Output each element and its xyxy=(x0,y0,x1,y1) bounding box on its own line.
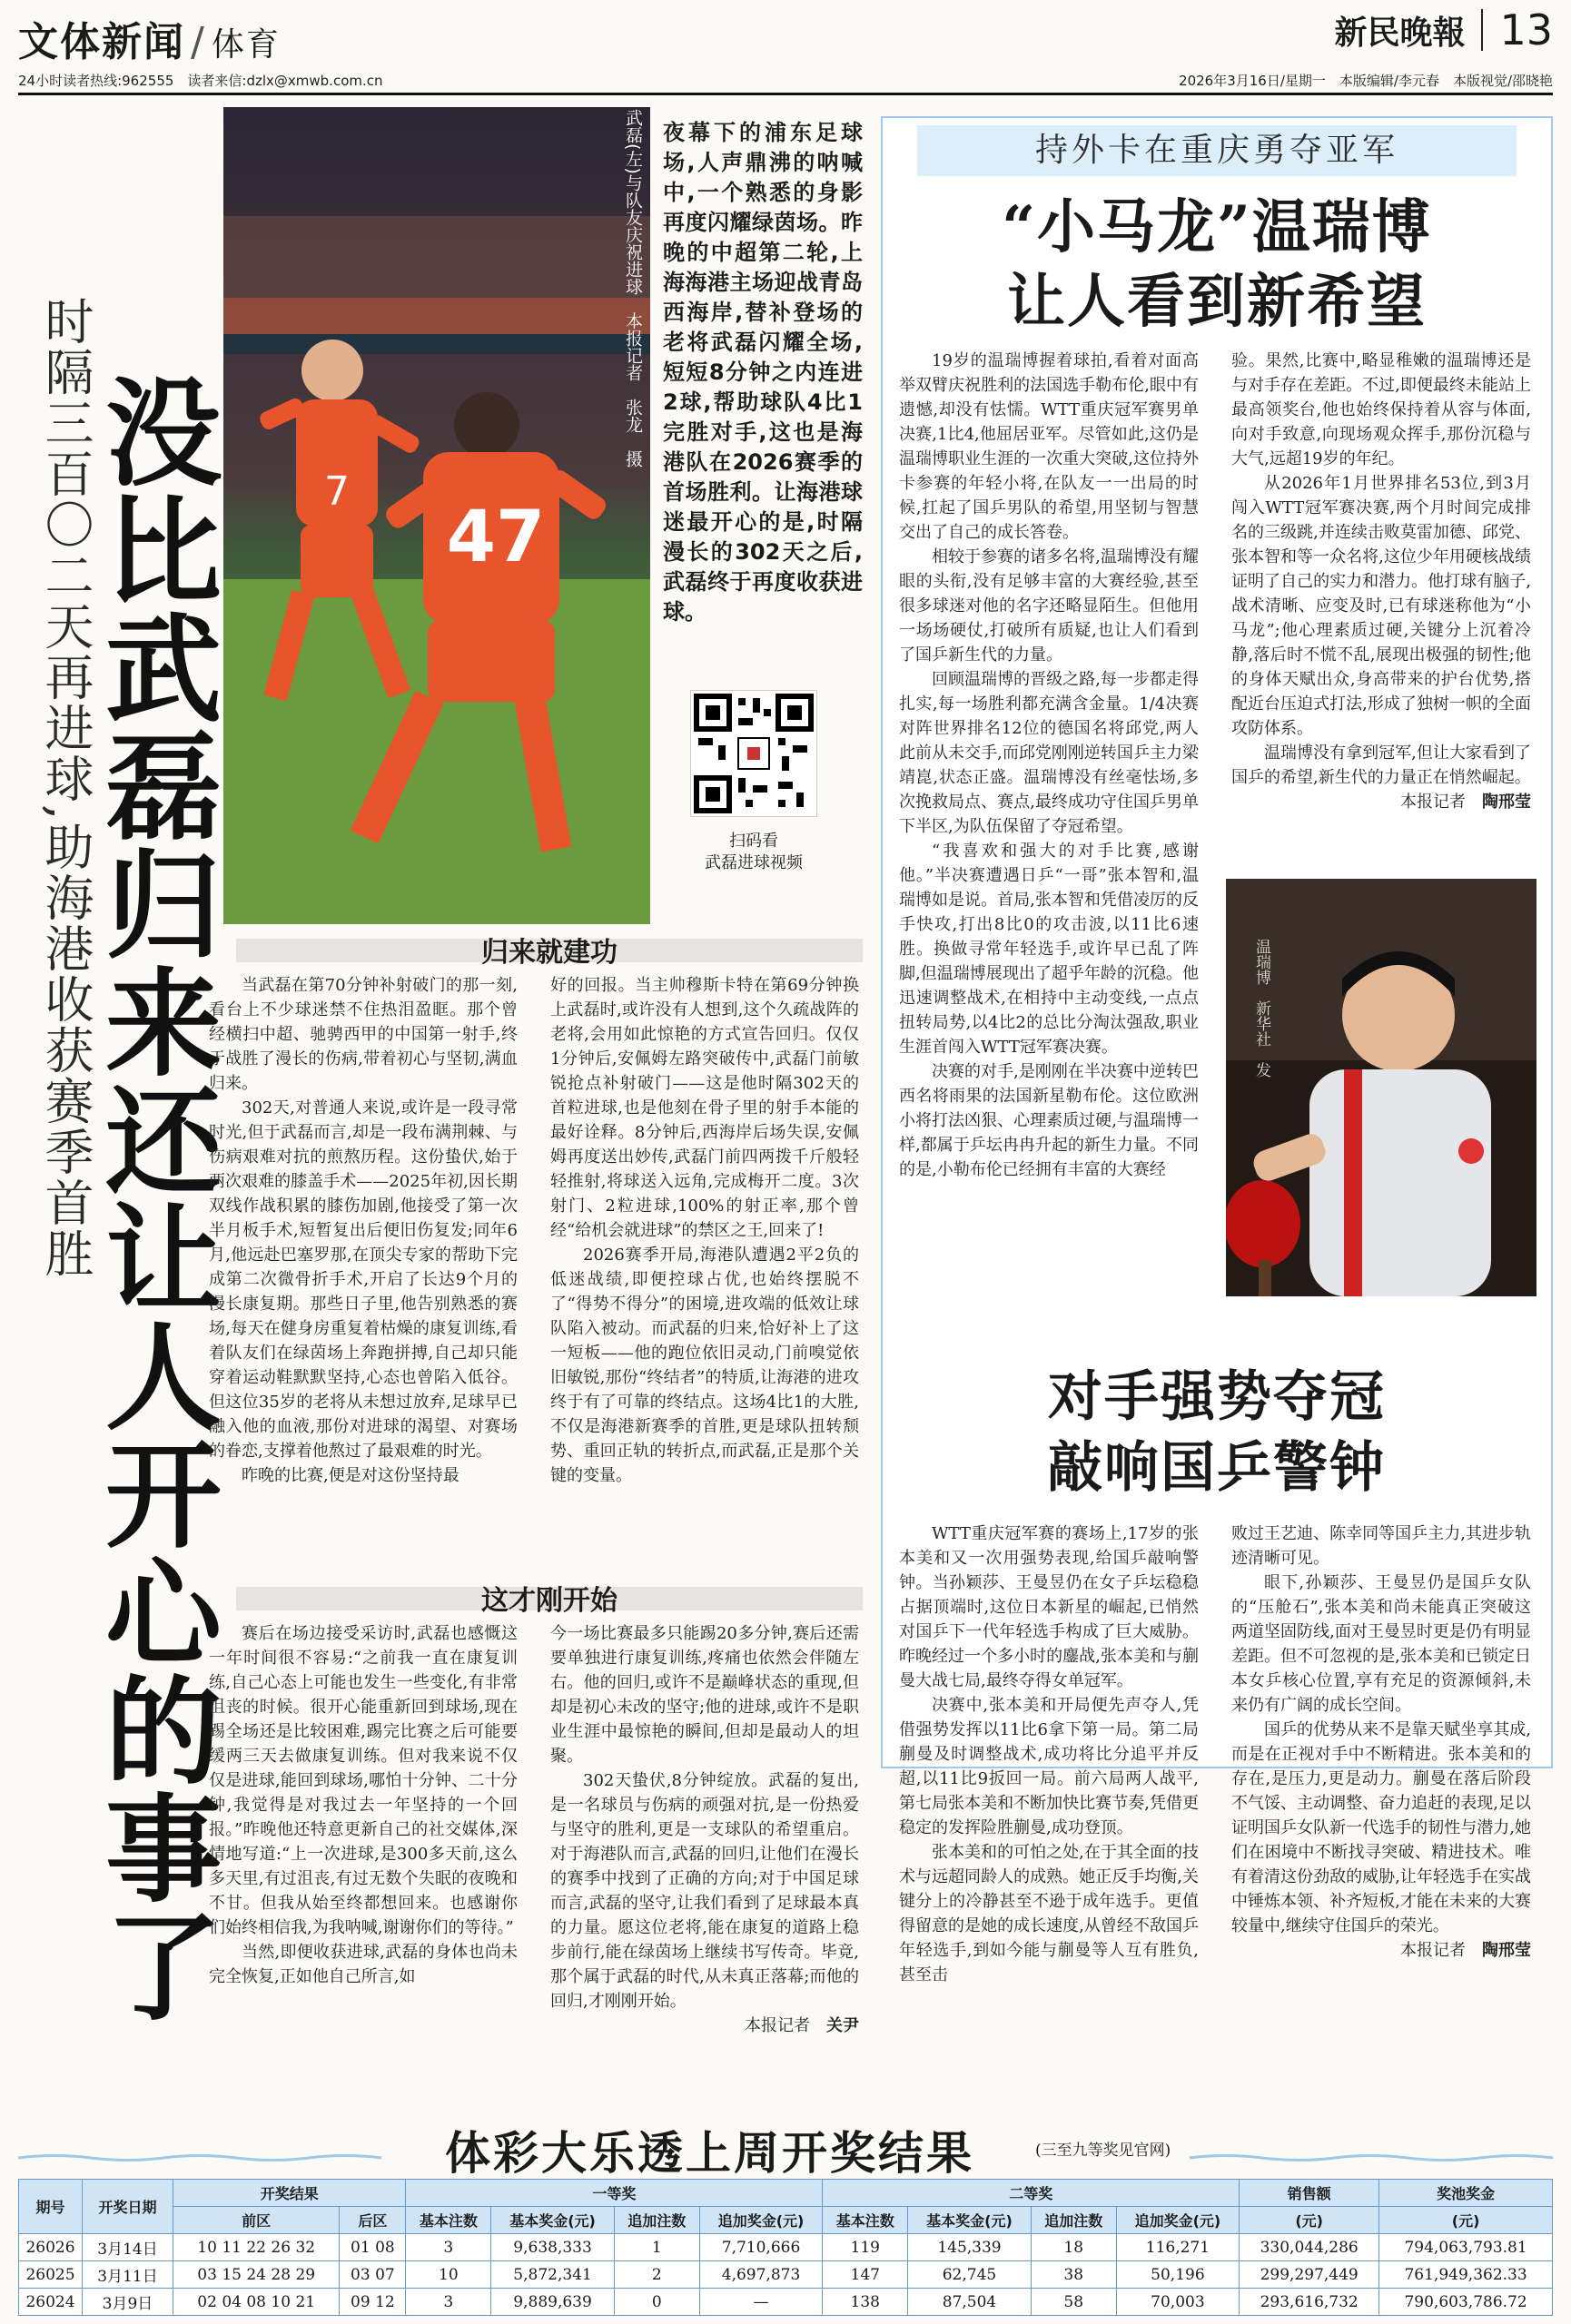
story2-colA xyxy=(899,349,1199,1182)
cell: 5,872,341 xyxy=(491,2261,615,2289)
cell: 87,504 xyxy=(908,2289,1032,2316)
cell: 01 08 xyxy=(340,2234,406,2261)
paragraph: 眼下,孙颖莎、王曼昱仍是国乒女队的“压舱石”,张本美和尚未能真正突破这两道坚固防线,面对王曼昱时更是仍有明显差距。但不可忽视的是,张本美和已锁定日本女乒核心位置,享有充足的资源倾斜,未来仍有广阔的成长空间。 xyxy=(1231,1573,1531,1715)
paragraph: 302天,对普通人来说,或许是一段寻常时光,但于武磊而言,却是一段布满荆棘、与伤病艰难对抗的煎熬历程。这份蛰伏,始于两次艰难的膝盖手术——2025年初,因长期双线作战积累的膝伤加剧,他接受了第一次半月板手术,短暂复出后便旧伤复发;同年6月,他远赴巴塞罗那,在顶尖专家的帮助下完成第二次微骨折手术,开启了长达9个月的漫长康复期。那些日子里,他告别熟悉的赛场,每天在健身房重复着枯燥的康复训练,看着队友们在绿茵场上奔跑拼搏,自己却只能穿着运动鞋默默坚持,心态也曾陷入低谷。但这位35岁的老将从未想过放弃,足球早已融入他的血液,那份对进球的渴望、对赛场的眷恋,支撑着他熬过了最艰难的时光。 xyxy=(209,1098,518,1461)
header-cell: 后区 xyxy=(340,2207,406,2234)
cell: 790,603,786.72 xyxy=(1379,2289,1553,2316)
byline-label: 本报记者 xyxy=(745,2016,810,2035)
page-number: 13 xyxy=(1499,5,1553,54)
cell: 18 xyxy=(1031,2234,1116,2261)
header-cell: 基本奖金(元) xyxy=(908,2207,1032,2234)
paper-logo: 新民晚報 xyxy=(1334,14,1466,52)
paragraph: 国乒的优势从来不是靠天赋坐享其成,而是在正视对手中不断精进。张本美和的存在,是压力,更是动力。蒯曼在落后阶段不气馁、主动调整、奋力追赶的表现,足以证明国乒女队新一代选手的韧性与潜力,她们在困境中不断找寻突破、精进技术。唯有着清这份劲敌的威胁,让年轻选手在实战中锤炼本领、补齐短板,才能在未来的大赛较量中,继续守住国乒的荣光。 xyxy=(1231,1720,1531,1935)
paragraph: 败过王艺迪、陈幸同等国乒主力,其进步轨迹清晰可见。 xyxy=(1231,1524,1531,1568)
header-cell: 销售额 xyxy=(1240,2180,1379,2207)
cell: 4,697,873 xyxy=(699,2261,823,2289)
cell: 299,297,449 xyxy=(1240,2261,1379,2289)
svg-text:7: 7 xyxy=(324,468,350,515)
header-cell: 追加奖金(元) xyxy=(699,2207,823,2234)
header-cell: (元) xyxy=(1379,2207,1553,2234)
lottery-title: 体彩大乐透上周开奖结果 xyxy=(445,2127,974,2180)
header-cell: 一等奖 xyxy=(406,2180,823,2207)
cell: 794,063,793.81 xyxy=(1379,2234,1553,2261)
qr-label-2: 武磊进球视频 xyxy=(705,853,803,872)
byline-name: 陶邢莹 xyxy=(1482,1941,1531,1960)
cell: 3 xyxy=(406,2234,491,2261)
byline-name: 关尹 xyxy=(826,2016,859,2035)
cell: 03 07 xyxy=(340,2261,406,2289)
cell: 2 xyxy=(614,2261,699,2289)
cell: 26025 xyxy=(19,2261,83,2289)
paragraph: 好的回报。当主帅穆斯卡特在第69分钟换上武磊时,或许没有人想到,这个久疏战阵的老将,会用如此惊艳的方式宣告回归。仅仅1分钟后,安佩姆左路突破传中,武磊门前敏锐抢点补射破门——这是他时隔302天的首粒进球,也是他刻在骨子里的射手本能的最好诠释。8分钟后,西海岸后场失误,安佩姆再度送出妙传,武磊门前四两拨千斤般轻轻推射,将球送入远角,完成梅开二度。3次射门、2粒进球,100%的射正率,那个曾经“给机会就进球”的禁区之王,回来了! xyxy=(550,976,859,1240)
subhead-return: 归来就建功 xyxy=(481,937,618,969)
cell: 3月14日 xyxy=(83,2234,173,2261)
cell: 3 xyxy=(406,2289,491,2316)
paragraph: 回顾温瑞博的晋级之路,每一步都走得扎实,每一场胜利都充满含金量。1/4决赛对阵世界排名12位的德国名将邱党,两人此前从未交手,而邱党刚刚逆转国乒主力梁靖崑,状态正盛。温瑞博没有丝毫怯场,多次挽救局点、赛点,最终成功守住国乒男单下半区,为队伍保留了夺冠希望。 xyxy=(899,670,1199,836)
header-cell: 基本注数 xyxy=(406,2207,491,2234)
cell: 50,196 xyxy=(1116,2261,1240,2289)
cell: 58 xyxy=(1031,2289,1116,2316)
header-cell: 奖池奖金 xyxy=(1379,2180,1553,2207)
paragraph: 决赛的对手,是刚刚在半决赛中逆转巴西名将雨果的法国新星勒布伦。这位欧洲小将打法凶狠、心理素质过硬,与温瑞博一样,都属于乒坛冉冉升起的新生力量。不同的是,小勒布伦已经拥有丰富的大赛经 xyxy=(899,1062,1199,1179)
masthead-right xyxy=(1334,5,1553,54)
paragraph: 张本美和的可怕之处,在于其全面的技术与远超同龄人的成熟。她正反手均衡,关键分上的冷静甚至不逊于成年选手。更值得留意的是她的成长速度,从曾经不敌国乒年轻选手,到如今能与蒯曼等人互有胜负,甚至击 xyxy=(899,1843,1199,1984)
header-cell: (元) xyxy=(1240,2207,1379,2234)
paragraph: WTT重庆冠军赛的赛场上,17岁的张本美和又一次用强势表现,给国乒敲响警钟。当孙颖莎、王曼昱仍在女子乒坛稳稳占据顶端时,这位日本新星的崛起,已悄然对国乒下一代年轻选手构成了巨大威胁。昨晚经过一个多小时的鏖战,张本美和与蒯曼大战七局,最终夺得女单冠军。 xyxy=(899,1524,1199,1690)
wen-ruibo-photo xyxy=(1226,879,1536,1296)
cell: 10 xyxy=(406,2261,491,2289)
story1-col4 xyxy=(550,1621,859,2038)
cell: 26024 xyxy=(19,2289,83,2316)
header-cell: 前区 xyxy=(173,2207,340,2234)
cell: 1 xyxy=(614,2234,699,2261)
paragraph: 当武磊在第70分钟补射破门的那一刻,看台上不少球迷禁不住热泪盈眶。那个曾经横扫中超、驰骋西甲的中国第一射手,终于战胜了漫长的伤病,带着初心与坚韧,满血归来。 xyxy=(209,976,518,1093)
photo-caption: 武磊(左)与队友庆祝进球 本报记者 张龙 摄 xyxy=(623,109,643,468)
cell: 7,710,666 xyxy=(699,2234,823,2261)
lottery-table xyxy=(18,2179,1553,2316)
svg-text:47: 47 xyxy=(446,497,546,578)
cell: 330,044,286 xyxy=(1240,2234,1379,2261)
cell: 3月11日 xyxy=(83,2261,173,2289)
lottery-note: (三至九等奖见官网) xyxy=(1035,2142,1171,2160)
subhead-just-beginning: 这才刚开始 xyxy=(481,1585,618,1617)
cell: 03 15 24 28 29 xyxy=(173,2261,340,2289)
paragraph: “我喜欢和强大的对手比赛,感谢他。”半决赛遭遇日乒“一哥”张本智和,温瑞博如是说。首局,张本智和凭借凌厉的反手快攻,打出8比0的攻击波,以11比6速胜。换做寻常年轻选手,或许早已乱了阵脚,但温瑞博展现出了超乎年龄的沉稳。他迅速调整战术,在相持中主动变线,一点点扭转局势,以4比2的总比分淘汰强敌,职业生涯首闯入WTT冠军赛决赛。 xyxy=(899,842,1199,1057)
cell: 02 04 08 10 21 xyxy=(173,2289,340,2316)
paragraph: 验。果然,比赛中,略显稚嫩的温瑞博还是与对手存在差距。不过,即便最终未能站上最高领奖台,他也始终保持着从容与体面,向对手致意,向现场观众挥手,那份沉稳与大气,远超19岁的年纪。 xyxy=(1231,351,1531,468)
story3-headline xyxy=(890,1362,1544,1503)
headline-line: 让人看到新希望 xyxy=(1007,268,1427,336)
paragraph: 相较于参赛的诸多名将,温瑞博没有耀眼的头衔,没有足够丰富的大赛经验,甚至很多球迷对他的名字还略显陌生。但他用一场场硬仗,打破所有质疑,也让人们看到了国乒新生代的力量。 xyxy=(899,547,1199,665)
masthead-rule xyxy=(18,93,1553,95)
byline xyxy=(1231,790,1531,814)
header-cell: 基本奖金(元) xyxy=(491,2207,615,2234)
cell: 116,271 xyxy=(1116,2234,1240,2261)
byline-label: 本报记者 xyxy=(1400,1941,1466,1960)
table-row xyxy=(19,2234,1553,2261)
header-cell: 开奖结果 xyxy=(173,2180,406,2207)
table-row xyxy=(19,2261,1553,2289)
qr-label-1: 扫码看 xyxy=(729,832,778,851)
cell: 293,616,732 xyxy=(1240,2289,1379,2316)
table-subheader-row xyxy=(19,2207,1553,2234)
header-cell: 期号 xyxy=(19,2180,83,2234)
paragraph: 昨晚的比赛,便是对这份坚持最 xyxy=(242,1466,459,1485)
paragraph: 当然,即便收获进球,武磊的身体也尚未完全恢复,正如他自己所言,如 xyxy=(209,1943,518,1986)
story3-colB xyxy=(1231,1521,1531,1963)
lottery-header xyxy=(18,2115,1553,2180)
paragraph: 决赛中,张本美和开局便先声夺人,凭借强势发挥以11比6拿下第一局。第二局蒯曼及时调整战术,成功将比分追平并反超,以11比9扳回一局。前六局两人战平,第七局张本美和不断加快比赛节奏,凭借更稳定的发挥险胜蒯曼,成功登顶。 xyxy=(899,1696,1199,1837)
headline-line: “小马龙”温瑞博 xyxy=(1002,193,1432,261)
cell: 138 xyxy=(823,2289,908,2316)
paragraph: 2026赛季开局,海港队遭遇2平2负的低迷战绩,即便控球占优,也始终摆脱不了“得势不得分”的困境,进攻端的低效让球队陷入被动。而武磊的归来,恰好补上了这一短板——他的跑位依旧灵动,门前嗅觉依旧敏锐,那份“终结者”的特质,让海港的进攻终于有了可靠的终结点。这场4比1的大胜,不仅是海港新赛季的首胜,更是球队扭转颓势、重回正轨的转折点,而武磊,正是那个关键的变量。 xyxy=(550,1246,859,1485)
cell: 119 xyxy=(823,2234,908,2261)
divider xyxy=(1481,9,1483,51)
paragraph: 302天蛰伏,8分钟绽放。武磊的复出,是一名球员与伤病的顽强对抗,是一份热爱与坚守的胜利,更是一支球队的希望重启。对于海港队而言,武磊的回归,让他们在漫长的赛季中找到了正确的方向;对于中国足球而言,武磊的坚守,让我们看到了足球最本真的力量。愿这位老将,能在康复的道路上稳步前行,能在绿茵场上继续书写传奇。毕竟,那个属于武磊的时代,从未真正落幕;而他的回归,才刚刚开始。 xyxy=(550,1771,859,2011)
paragraph: 今一场比赛最多只能踢20多分钟,赛后还需要单独进行康复训练,疼痛也依然会伴随左右。他的回归,或许不是巅峰状态的重现,但却是初心未改的坚守;他的进球,或许不是职业生涯中最惊艳的瞬间,但却是最动人的坦聚。 xyxy=(550,1624,859,1766)
byline-label: 本报记者 xyxy=(1400,793,1466,812)
masthead xyxy=(18,0,1553,91)
section-name: 文体新闻 xyxy=(18,19,185,65)
cell: 38 xyxy=(1031,2261,1116,2289)
byline xyxy=(550,2014,859,2038)
header-cell: 基本注数 xyxy=(823,2207,908,2234)
table-header-row xyxy=(19,2180,1553,2207)
cell: 26026 xyxy=(19,2234,83,2261)
qr-pattern xyxy=(691,691,816,816)
paragraph: 19岁的温瑞博握着球拍,看着对面高举双臂庆祝胜利的法国选手勒布伦,眼中有遗憾,却没有怯懦。WTT重庆冠军赛男单决赛,1比4,他屈居亚军。尽管如此,这仍是温瑞博职业生涯的一次重大突破,这位持外卡参赛的年轻小将,在队友一一出局的时候,扛起了国乒男队的希望,用坚韧与智慧交出了自己的成长答卷。 xyxy=(899,351,1199,542)
cell: 147 xyxy=(823,2261,908,2289)
table-row xyxy=(19,2289,1553,2316)
table-tennis-player-illustration xyxy=(1226,879,1536,1296)
dateline: 2026年3月16日/星期一 本版编辑/李元春 本版视觉/邵晓艳 xyxy=(1179,73,1553,89)
cell: — xyxy=(699,2289,823,2316)
cell: 0 xyxy=(614,2289,699,2316)
qr-code[interactable] xyxy=(690,690,817,817)
byline xyxy=(1231,1938,1531,1963)
header-cell: 追加奖金(元) xyxy=(1116,2207,1240,2234)
header-cell: 追加注数 xyxy=(1031,2207,1116,2234)
story3-colA xyxy=(899,1521,1199,1987)
story1-col2 xyxy=(550,973,859,1488)
hotline: 24小时读者热线:962555 读者来信:dzlx@xmwb.com.cn xyxy=(18,73,383,89)
headline-line: 敲响国乒警钟 xyxy=(1048,1436,1386,1500)
story2-kicker: 持外卡在重庆勇夺亚军 xyxy=(917,125,1517,176)
story2-headline xyxy=(890,191,1544,340)
cell: 62,745 xyxy=(908,2261,1032,2289)
byline-name: 陶邢莹 xyxy=(1482,793,1531,812)
cell: 761,949,362.33 xyxy=(1379,2261,1553,2289)
headline-line: 对手强势夺冠 xyxy=(1048,1365,1386,1429)
cell: 145,339 xyxy=(908,2234,1032,2261)
story1-kicker: 时隔三百〇二天再进球,助海港收获赛季首胜 xyxy=(37,296,94,1280)
story1-headline: 没比武磊归来还让人开心的事了 xyxy=(85,372,221,2024)
cell: 9,889,639 xyxy=(491,2289,615,2316)
subsection-name: 体育 xyxy=(211,26,281,64)
cell: 70,003 xyxy=(1116,2289,1240,2316)
cell: 10 11 22 26 32 xyxy=(173,2234,340,2261)
header-cell: 追加注数 xyxy=(614,2207,699,2234)
paragraph: 从2026年1月世界排名53位,到3月闯入WTT冠军赛决赛,两个月时间完成排名的三级跳,并连续击败莫雷加德、邱党、张本智和等一众名将,这位少年用硬核战绩证明了自己的实力和潜力。他打球有脑子,战术清晰、应变及时,已有球迷称他为“小马龙”;他心理素质过硬,关键分上沉着冷静,落后时不慌不乱,展现出极强的韧性;他的身体天赋出众,身高带来的护台优势,搭配近台压迫式打法,形成了独树一帜的全面攻防体系。 xyxy=(1231,474,1531,738)
cell: 9,638,333 xyxy=(491,2234,615,2261)
story1-col3 xyxy=(209,1621,518,1989)
story1-lead: 夜幕下的浦东足球场,人声鼎沸的呐喊中,一个熟悉的身影再度闪耀绿茵场。昨晚的中超第二轮,上海海港主场迎战青岛西海岸,替补登场的老将武磊闪耀全场,短短8分钟之内连进2球,帮助球队4比1完胜对手,这也是海港队在2026赛季的首场胜利。让海港球迷最开心的是,时隔漫长的302天之后,武磊终于再度收获进球。 xyxy=(663,120,863,625)
paragraph: 温瑞博没有拿到冠军,但让大家看到了国乒的希望,新生代的力量正在悄然崛起。 xyxy=(1231,743,1531,787)
paragraph: 赛后在场边接受采访时,武磊也感慨这一年时间很不容易:“之前我一直在康复训练,自己心态上可能也发生一些变化,有非常沮丧的时候。很开心能重新回到球场,现在踢全场还是比较困难,踢完比赛之后可能要缓两三天去做康复训练。但对我来说不仅仅是进球,能回到球场,哪怕十分钟、二十分钟,我觉得是对我过去一年坚持的一个回报。”昨晚他还特意更新自己的社交媒体,深情地写道:“上一次进球,是300多天前,这么多天里,有过沮丧,有过无数个失眠的夜晚和不甘。但我从始至终都想回来。也感谢你们始终相信我,为我呐喊,谢谢你们的等待。” xyxy=(209,1624,518,1937)
story2-colB xyxy=(1231,349,1531,814)
header-cell: 二等奖 xyxy=(823,2180,1240,2207)
cell: 09 12 xyxy=(340,2289,406,2316)
photo2-caption: 温瑞博 新华社 发 xyxy=(1252,939,1270,1078)
section-title: 文体新闻 / 体育 xyxy=(18,19,281,65)
header-cell: 开奖日期 xyxy=(83,2180,173,2234)
story1-col1 xyxy=(209,973,518,1488)
cell: 3月9日 xyxy=(83,2289,173,2316)
